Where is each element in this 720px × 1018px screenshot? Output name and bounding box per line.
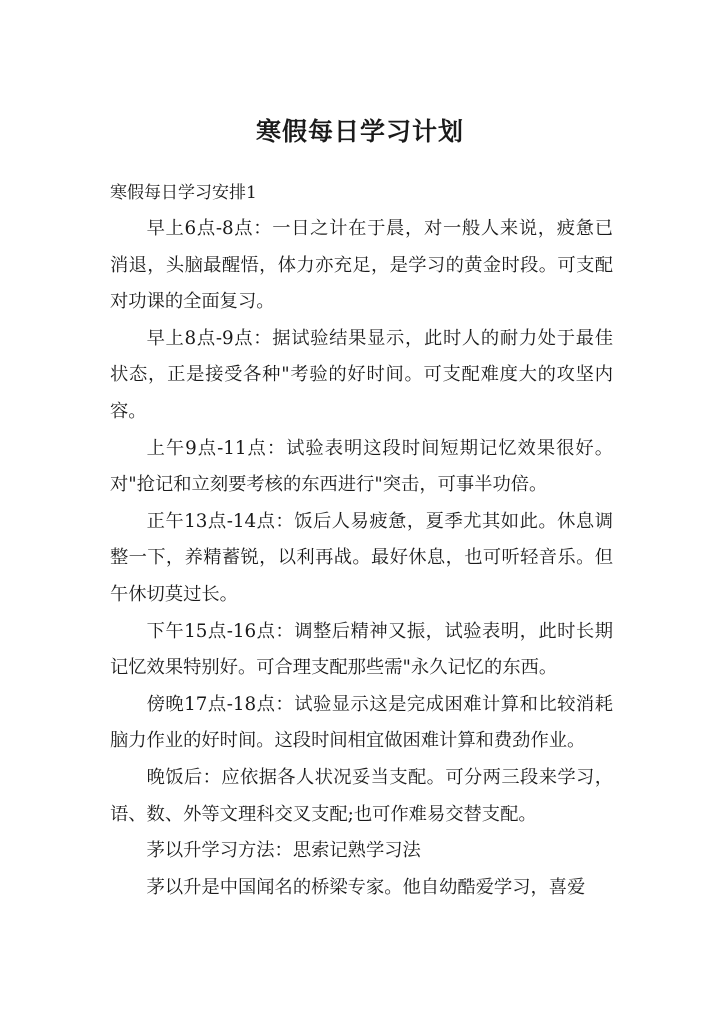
paragraph-afternoon-15-16: 下午15点-16点：调整后精神又振，试验表明，此时长期记忆效果特别好。可合理支配那些需"永久记忆的东西。	[110, 620, 613, 679]
document-body	[110, 211, 613, 906]
section-heading: 寒假每日学习安排1	[110, 183, 257, 203]
paragraph-noon-13-14: 正午13点-14点：饭后人易疲惫，夏季尤其如此。休息调整一下，养精蓄锐，以利再战。最好休息，也可听轻音乐。但午休切莫过长。	[110, 510, 613, 605]
paragraph-after-dinner: 晚饭后：应依据各人状况妥当支配。可分两三段来学习，语、数、外等文理科交叉支配;也可作难易交替支配。	[110, 766, 613, 825]
document-title: 寒假每日学习计划	[255, 117, 464, 146]
paragraph-method-heading: 茅以升学习方法：思索记熟学习法	[146, 840, 421, 862]
paragraph-forenoon-9-11: 上午9点-11点：试验表明这段时间短期记忆效果很好。对"抢记和立刻要考核的东西进行"突击，可事半功倍。	[110, 437, 613, 496]
paragraph-morning-8-9: 早上8点-9点：据试验结果显示，此时人的耐力处于最佳状态，正是接受各种"考验的好时间。可支配难度大的攻坚内容。	[110, 327, 613, 422]
paragraph-morning-6-8: 早上6点-8点：一日之计在于晨，对一般人来说，疲惫已消退，头脑最醒悟，体力亦充足，是学习的黄金时段。可支配对功课的全面复习。	[110, 218, 613, 313]
paragraph-mao-yisheng: 茅以升是中国闻名的桥梁专家。他自幼酷爱学习，喜爱	[146, 876, 586, 898]
paragraph-evening-17-18: 傍晚17点-18点：试验显示这是完成困难计算和比较消耗脑力作业的好时间。这段时间相宜做困难计算和费劲作业。	[110, 693, 613, 752]
